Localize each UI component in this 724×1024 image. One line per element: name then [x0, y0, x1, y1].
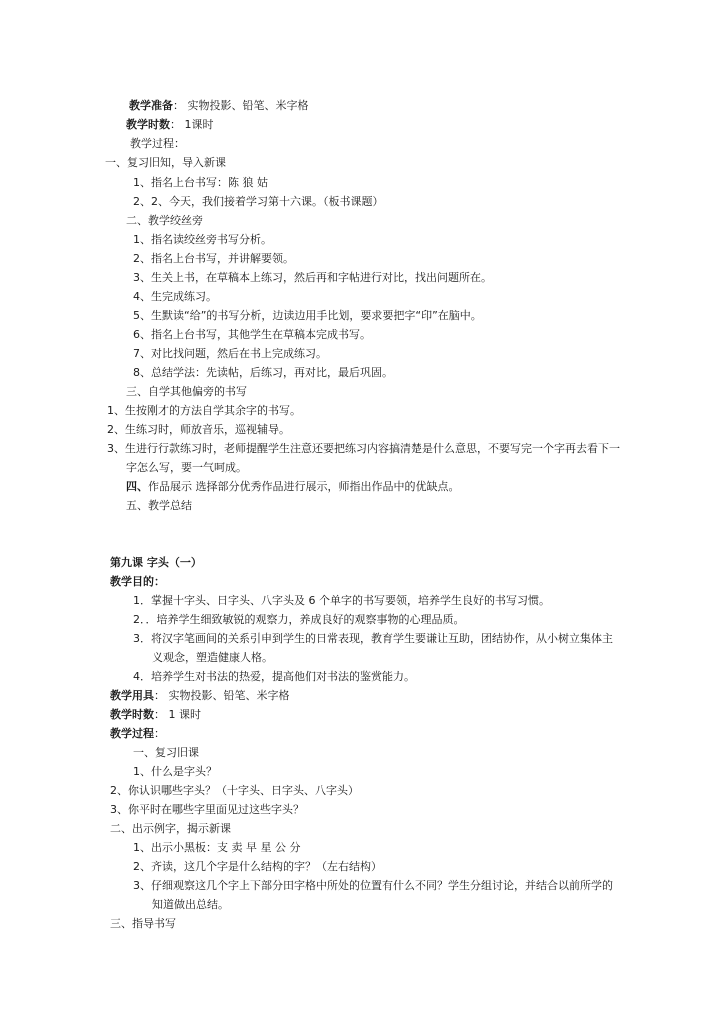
step-heading: 一、复习旧知，导入新课	[105, 156, 226, 169]
step-heading: 三、自学其他偏旁的书写	[126, 385, 247, 398]
goal-item: 2．．培养学生细致敏锐的观察力，养成良好的观察事物的心理品质。	[133, 613, 465, 626]
list-item: 2、指名上台书写，并讲解要领。	[133, 252, 294, 265]
list-item: 3、生关上书，在草稿本上练习，然后再和字帖进行对比，找出问题所在。	[133, 271, 492, 284]
hours-value: ： 1课时	[170, 118, 214, 131]
list-item: 2、2、今天，我们接着学习第十六课。（板书课题）	[133, 195, 384, 208]
hours-label-2: 教学时数	[110, 708, 154, 721]
list-item: 2、你认识哪些字头？（十字头、日字头、八字头）	[110, 784, 359, 797]
prep-value: ： 实物投影、铅笔、米字格	[173, 99, 309, 112]
hours-value-2: ： 1 课时	[154, 708, 201, 721]
list-item: 1、什么是字头？	[133, 765, 217, 778]
goal-item-continuation: 义观念，塑造健康人格。	[152, 651, 273, 664]
list-item: 1、指名读绞丝旁书写分析。	[133, 233, 272, 246]
process-line-2	[110, 727, 165, 741]
list-item: 1、指名上台书写：陈 狼 姑	[133, 176, 268, 189]
hours-line-2	[110, 708, 201, 722]
list-item: 2、齐读，这几个字是什么结构的字？（左右结构）	[133, 860, 382, 873]
hours-line	[126, 118, 214, 132]
goal-label: 教学目的：	[110, 575, 165, 588]
list-item: 8、总结学法：先读帖，后练习，再对比，最后巩固。	[133, 366, 393, 379]
list-item: 3、你平时在哪些字里面见过这些字头？	[110, 803, 304, 816]
list-item: 3、仔细观察这几个字上下部分田字格中所处的位置有什么不同？学生分组讨论，并结合以前所学的	[133, 879, 613, 892]
prep-label: 教学准备	[129, 99, 173, 112]
list-item-continuation: 字怎么写，要一气呵成。	[126, 461, 247, 474]
step-four-label: 四、	[126, 480, 148, 493]
step-heading: 三、指导书写	[110, 917, 176, 930]
step-four-line	[126, 480, 460, 494]
process-label-2: 教学过程	[110, 727, 154, 740]
list-item-continuation: 知道做出总结。	[152, 898, 229, 911]
list-item: 2、生练习时，师放音乐，巡视辅导。	[107, 423, 290, 436]
list-item: 3、生进行行款练习时，老师提醒学生注意还要把练习内容搞清楚是什么意思，不要写完一个字再去看下一	[107, 442, 620, 455]
list-item: 1、生按刚才的方法自学其余字的书写。	[107, 404, 301, 417]
list-item: 5、生默读“给”的书写分析，边读边用手比划，要求要把字“印”在脑中。	[133, 309, 482, 322]
list-item: 7、对比找问题，然后在书上完成练习。	[133, 347, 327, 360]
tools-line	[110, 689, 290, 703]
process-heading: 教学过程：	[130, 137, 185, 150]
prep-line	[129, 99, 309, 113]
goal-item: 1．掌握十字头、日字头、八字头及 6 个单字的书写要领，培养学生良好的书写习惯。	[133, 594, 550, 607]
lesson-title: 第九课 字头（一）	[110, 556, 202, 569]
tools-value: ： 实物投影、铅笔、米字格	[154, 689, 290, 702]
hours-label: 教学时数	[126, 118, 170, 131]
list-item: 6、指名上台书写，其他学生在草稿本完成书写。	[133, 328, 371, 341]
step-heading: 五、教学总结	[126, 499, 192, 512]
process-colon: ：	[154, 727, 165, 740]
goal-item: 3．将汉字笔画间的关系引申到学生的日常表现，教育学生要谦让互助，团结协作，从小树立集体主	[133, 632, 613, 645]
step-heading: 二、教学绞丝旁	[126, 214, 203, 227]
list-item: 4、生完成练习。	[133, 290, 217, 303]
goal-item: 4．培养学生对书法的热爱，提高他们对书法的鉴赏能力。	[133, 670, 415, 683]
step-heading: 一、复习旧课	[133, 746, 199, 759]
step-heading: 二、出示例字，揭示新课	[110, 822, 231, 835]
list-item: 1、出示小黑板：支 卖 早 星 公 分	[133, 841, 301, 854]
tools-label: 教学用具	[110, 689, 154, 702]
step-four-text: 作品展示 选择部分优秀作品进行展示，师指出作品中的优缺点。	[148, 480, 460, 493]
